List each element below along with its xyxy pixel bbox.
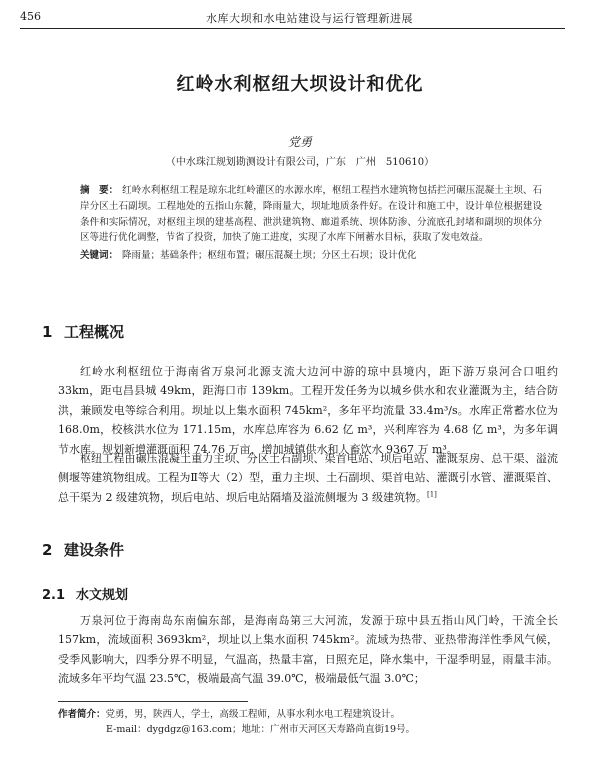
- abstract-block: [80, 183, 542, 264]
- footnote-divider: [58, 701, 248, 702]
- keywords-line: [80, 248, 542, 264]
- citation-ref: [1]: [426, 490, 437, 499]
- section-heading-overview: [42, 321, 124, 342]
- footnote-label: 作者简介：: [58, 709, 106, 720]
- abstract-label: 摘 要：: [80, 185, 119, 196]
- keywords-text: 降雨量；基础条件；枢纽布置；碾压混凝土坝；分区土石坝；设计优化: [122, 250, 417, 262]
- section-title: 建设条件: [64, 541, 125, 559]
- section-heading-conditions: [42, 539, 124, 560]
- abstract-text: 红岭水利枢纽工程是琼东北红岭灌区的水源水库，枢纽工程挡水建筑物包括拦河碾压混凝土主坝、石岸分区土石副坝。工程地处的五指山东麓，降雨量大，坝址地质条件好。在设计和施工中，设计单位根据建设条件和实际情况，对枢纽主坝的建基高程、泄洪建筑物、廊道系统、坝体防渗、分流底孔封堵和副坝的坝体分区等进行优化调整，节省了投资，加快了施工进度，实现了水库下闸蓄水目标，获取了发电效益。: [80, 185, 542, 244]
- running-header: [20, 8, 565, 29]
- section-number: 1: [42, 323, 53, 341]
- footnote-bio: 党勇，男，陕西人，学士，高级工程师，从事水利水电工程建筑设计。: [105, 709, 401, 720]
- author-name: 党勇: [287, 135, 312, 149]
- keywords-label: 关键词：: [80, 250, 119, 262]
- subsection-heading-hydrology: [42, 584, 128, 603]
- section-title: 工程概况: [64, 323, 125, 341]
- author-affiliation: （中水珠江规划勘测设计有限公司，广东 广州 510610）: [165, 157, 435, 168]
- footnote-contact: E-mail：dygdgz@163.com；地址：广州市天河区天寿路尚直街19号。: [106, 724, 416, 735]
- overview-paragraph-1: 红岭水利枢纽位于海南省万泉河北源支流大边河中游的琼中县境内，距下游万泉河合口咀约 33km，距屯昌县城 49km，距海口市 139km。工程开发任务为以城乡供水和农业灌溉为主，结合防洪，兼顾发电等综合利用。坝址以上集水面积 745km²，多年平均流量 33.4m³/s。水库正常蓄水位为 168.0m，校核洪水位为 171.15m，水库总库容为 6.62 亿 m³，兴利库容为 4.68 亿 m³，为多年调节水库。规划新增灌溉面积 74.76 万亩，增加城镇供水和人畜饮水 9367 万 m³。: [58, 365, 558, 456]
- section-number: 2: [42, 541, 53, 559]
- subsection-number: 2.1: [42, 588, 66, 603]
- abstract-paragraph: [80, 183, 542, 246]
- overview-paragraph-2-text: 枢纽工程由碾压混凝土重力主坝、分区土石副坝、渠首电站、坝后电站、灌溉泵房、总干渠、溢流侧堰等建筑物组成。工程为Ⅱ等大（2）型，重力主坝、土石副坝、渠首电站、灌溉引水管、灌溉渠首、总干渠为 2 级建筑物，坝后电站、坝后电站隔墙及溢流侧堰为 3 级建筑物。: [58, 452, 558, 504]
- author-footnote: [58, 707, 538, 737]
- hydrology-paragraph: 万泉河位于海南岛东南偏东部，是海南岛第三大河流，发源于琼中县五指山风门岭，干流全长 157km，流域面积 3693km²，坝址以上集水面积 745km²。流域为热带、亚热带海洋性季风气候，受季风影响大，四季分界不明显，气温高，热量丰富，日照充足，降水集中，干湿季明显，雨量丰沛。流域多年平均气温 23.5℃，极端最高气温 39.0℃，极端最低气温 3.0℃；: [58, 614, 558, 686]
- paper-title: 红岭水利枢纽大坝设计和优化: [176, 74, 424, 95]
- page-number: 456: [20, 10, 41, 23]
- subsection-title: 水文规划: [76, 588, 129, 603]
- journal-title: 水库大坝和水电站建设与运行管理新进展: [206, 12, 413, 25]
- overview-paragraph-2: [58, 449, 558, 507]
